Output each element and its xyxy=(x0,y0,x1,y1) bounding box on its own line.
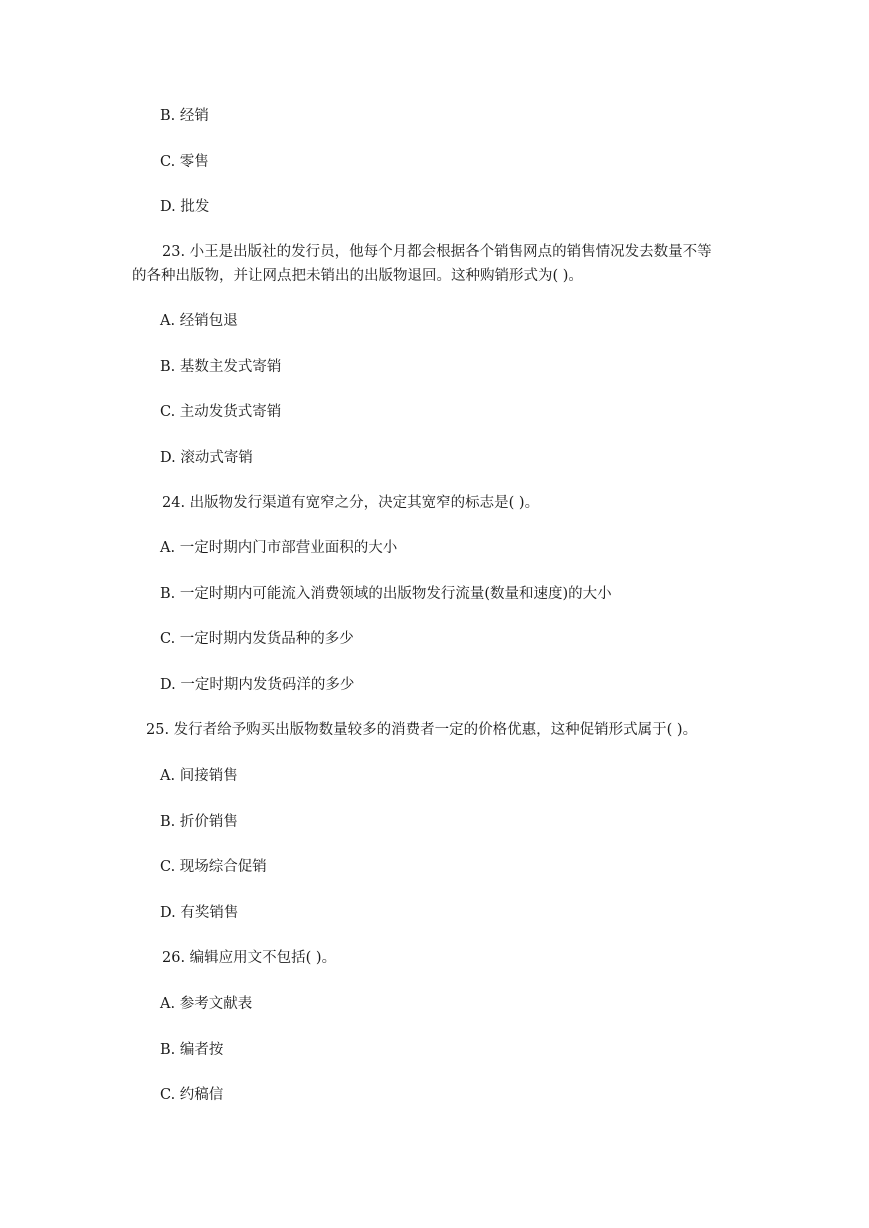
question-26: 26. 编辑应用文不包括( )。 xyxy=(162,950,337,966)
option-b-q24: B. 一定时期内可能流入消费领域的出版物发行流量(数量和速度)的大小 xyxy=(160,586,612,602)
question-23-line-1: 23. 小王是出版社的发行员，他每个月都会根据各个销售网点的销售情况发去数量不等 xyxy=(162,244,712,260)
option-d-q25: D. 有奖销售 xyxy=(160,905,239,921)
option-b-q25: B. 折价销售 xyxy=(160,814,238,830)
option-d-q22: D. 批发 xyxy=(160,199,210,215)
option-c-q23: C. 主动发货式寄销 xyxy=(160,404,282,420)
option-c-q22: C. 零售 xyxy=(160,154,209,170)
option-b-q26: B. 编者按 xyxy=(160,1042,224,1058)
option-b-q23: B. 基数主发式寄销 xyxy=(160,359,282,375)
option-d-q23: D. 滚动式寄销 xyxy=(160,450,253,466)
question-23-line-2: 的各种出版物，并让网点把未销出的出版物退回。这种购销形式为( )。 xyxy=(132,268,583,284)
option-c-q26: C. 约稿信 xyxy=(160,1087,224,1103)
option-c-q24: C. 一定时期内发货品种的多少 xyxy=(160,631,354,647)
option-a-q23: A. 经销包退 xyxy=(160,313,238,329)
option-a-q26: A. 参考文献表 xyxy=(160,996,253,1012)
option-a-q25: A. 间接销售 xyxy=(160,768,238,784)
option-a-q24: A. 一定时期内门市部营业面积的大小 xyxy=(160,540,398,556)
option-c-q25: C. 现场综合促销 xyxy=(160,859,267,875)
question-24: 24. 出版物发行渠道有宽窄之分，决定其宽窄的标志是( )。 xyxy=(162,495,540,511)
question-25: 25. 发行者给予购买出版物数量较多的消费者一定的价格优惠，这种促销形式属于( )。 xyxy=(146,722,698,738)
option-d-q24: D. 一定时期内发货码洋的多少 xyxy=(160,677,355,693)
option-b-q22: B. 经销 xyxy=(160,108,209,124)
